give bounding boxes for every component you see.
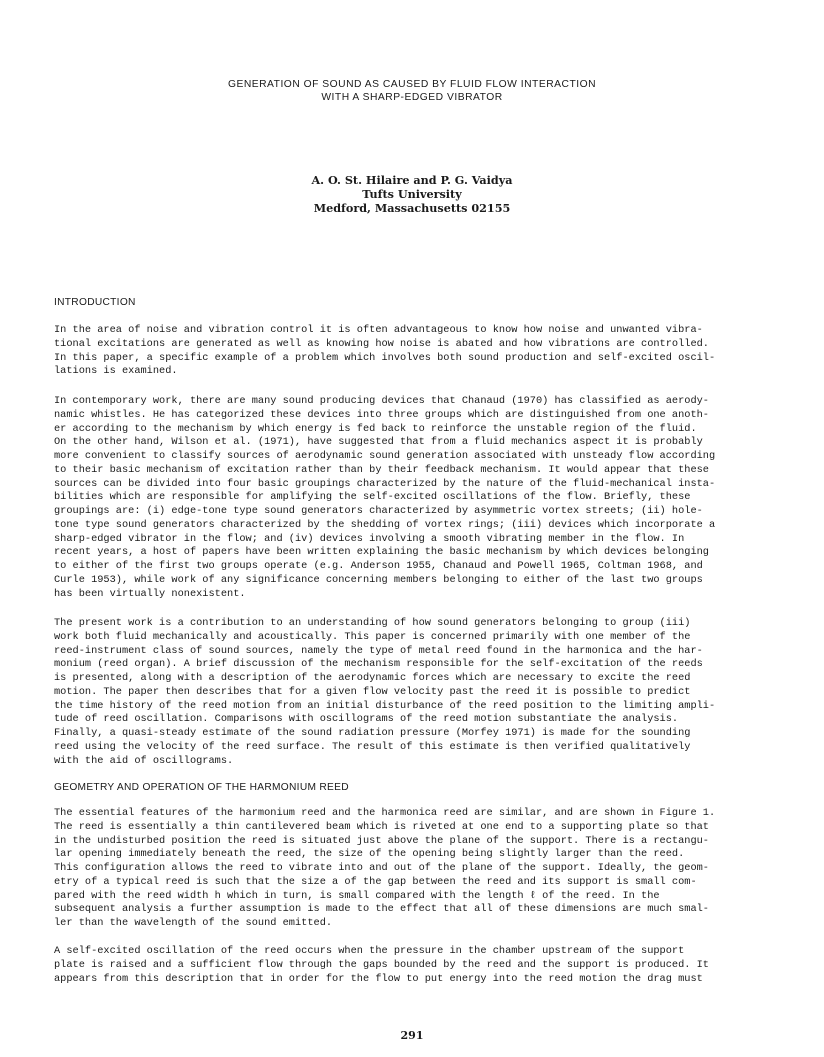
text-line: namic whistles. He has categorized these devices into three groups which are distinguished from one anoth-: [54, 408, 709, 421]
author-names: A. O. St. Hilaire and P. G. Vaidya: [311, 173, 513, 187]
text-line: In this paper, a specific example of a problem which involves both sound production and self-excited oscil-: [54, 351, 716, 364]
text-line: monium (reed organ). A brief discussion of the mechanism responsible for the self-excitation of the reeds: [54, 658, 703, 671]
text-line: tional excitations are generated as well as knowing how noise is abated and how vibrations are controlled.: [54, 337, 709, 350]
text-line: pared with the reed width h which in turn, is small compared with the length ℓ of the reed. In the: [54, 889, 660, 902]
text-line: Curle 1953), while work of any significance concerning members belonging to either of the last two groups: [54, 573, 703, 586]
text-line: subsequent analysis a further assumption is made to the effect that all of these dimensions are much smal-: [54, 903, 709, 916]
text-line: to either of the first two groups operate (e.g. Anderson 1955, Chanaud and Powell 1965, Coltman 1968, and: [54, 560, 703, 572]
page-number: 291: [400, 1029, 424, 1042]
text-line: in the undisturbed position the reed is situated just above the plane of the support. There is a rectangu-: [54, 834, 709, 847]
author-block: [200, 173, 624, 215]
text-line: In contemporary work, there are many sound producing devices that Chanaud (1970) has classified as aerody-: [54, 395, 709, 407]
paragraph: [54, 324, 772, 379]
paragraph: [54, 945, 772, 986]
title-line: WITH A SHARP-EDGED VIBRATOR: [321, 92, 503, 103]
text-line: The reed is essentially a thin cantilevered beam which is riveted at one end to a supporting plate so that: [54, 820, 709, 833]
text-line: the time history of the reed motion from an initial disturbance of the reed position to the limiting ampli-: [54, 699, 716, 712]
text-line: work both fluid mechanically and acoustically. This paper is concerned primarily with one member of the: [54, 630, 691, 643]
section-heading-introduction: INTRODUCTION: [54, 297, 136, 308]
text-line: sources can be divided into four basic groupings characterized by the nature of the fluid-mechanical insta-: [54, 477, 716, 490]
text-line: A self-excited oscillation of the reed occurs when the pressure in the chamber upstream of the support: [54, 945, 685, 957]
text-line: reed-instrument class of sound sources, namely the type of metal reed found in the harmonica and the har-: [54, 644, 703, 657]
text-line: sharp-edged vibrator in the flow; and (iv) devices involving a smooth vibrating member in the flow. In: [54, 532, 685, 545]
text-line: is presented, along with a description of the aerodynamic forces which are necessary to excite the reed: [54, 672, 691, 684]
text-line: In the area of noise and vibration control it is often advantageous to know how noise and unwanted vibra-: [54, 324, 703, 336]
text-line: On the other hand, Wilson et al. (1971), have suggested that from a fluid mechanics aspect it is probably: [54, 436, 703, 449]
text-line: plate is raised and a sufficient flow through the gaps bounded by the reed and the support is produced. It: [54, 958, 709, 971]
paragraph: [54, 617, 772, 768]
author-address: Medford, Massachusetts 02155: [313, 201, 511, 215]
paragraph: [54, 395, 772, 601]
text-line: appears from this description that in order for the flow to put energy into the reed motion the drag must: [54, 972, 703, 985]
text-line: This configuration allows the reed to vibrate into and out of the plane of the support. Ideally, the geom-: [54, 862, 709, 874]
text-line: lar opening immediately beneath the reed, the size of the opening being slightly larger than the reed.: [54, 848, 685, 861]
paper-title: [100, 78, 724, 104]
text-line: etry of a typical reed is such that the size a of the gap between the reed and its support is small com-: [54, 875, 697, 888]
title-line: GENERATION OF SOUND AS CAUSED BY FLUID FLOW INTERACTION: [227, 79, 597, 90]
text-line: motion. The paper then describes that for a given flow velocity past the reed it is possible to predict: [54, 685, 691, 698]
text-line: with the aid of oscillograms.: [54, 754, 234, 767]
text-line: The present work is a contribution to an understanding of how sound generators belonging to group (iii): [54, 617, 691, 629]
text-line: has been virtually nonexistent.: [54, 587, 246, 600]
section-heading-geometry: GEOMETRY AND OPERATION OF THE HARMONIUM REED: [54, 782, 349, 793]
text-line: more convenient to classify sources of aerodynamic sound generation associated with unsteady flow according: [54, 450, 716, 462]
text-line: reed using the velocity of the reed surface. The result of this estimate is then verified qualitatively: [54, 740, 691, 753]
text-line: ler than the wavelength of the sound emitted.: [54, 917, 333, 929]
text-line: groupings are: (i) edge-tone type sound generators characterized by asymmetric vortex streets; (ii) hole-: [54, 505, 703, 517]
text-line: bilities which are responsible for amplifying the self-excited oscillations of the flow. Briefly, these: [54, 491, 691, 504]
text-line: Finally, a quasi-steady estimate of the sound radiation pressure (Morfey 1971) is made for the sounding: [54, 727, 691, 739]
text-line: recent years, a host of papers have been written explaining the basic mechanism by which devices belonging: [54, 546, 709, 559]
text-line: tude of reed oscillation. Comparisons with oscillograms of the reed motion substantiate the analysis.: [54, 713, 679, 726]
paragraph: [54, 807, 772, 931]
text-line: The essential features of the harmonium reed and the harmonica reed are similar, and are shown in Figure 1.: [54, 807, 716, 819]
text-line: tone type sound generators characterized by the shedding of vortex rings; (iii) devices which incorporate a: [54, 518, 716, 531]
text-line: to their basic mechanism of excitation rather than by their feedback mechanism. It would appear that these: [54, 463, 709, 476]
author-institution: Tufts University: [362, 187, 462, 201]
text-line: er according to the mechanism by which energy is fed back to reinforce the unstable region of the fluid.: [54, 422, 697, 435]
text-line: lations is examined.: [54, 365, 178, 378]
